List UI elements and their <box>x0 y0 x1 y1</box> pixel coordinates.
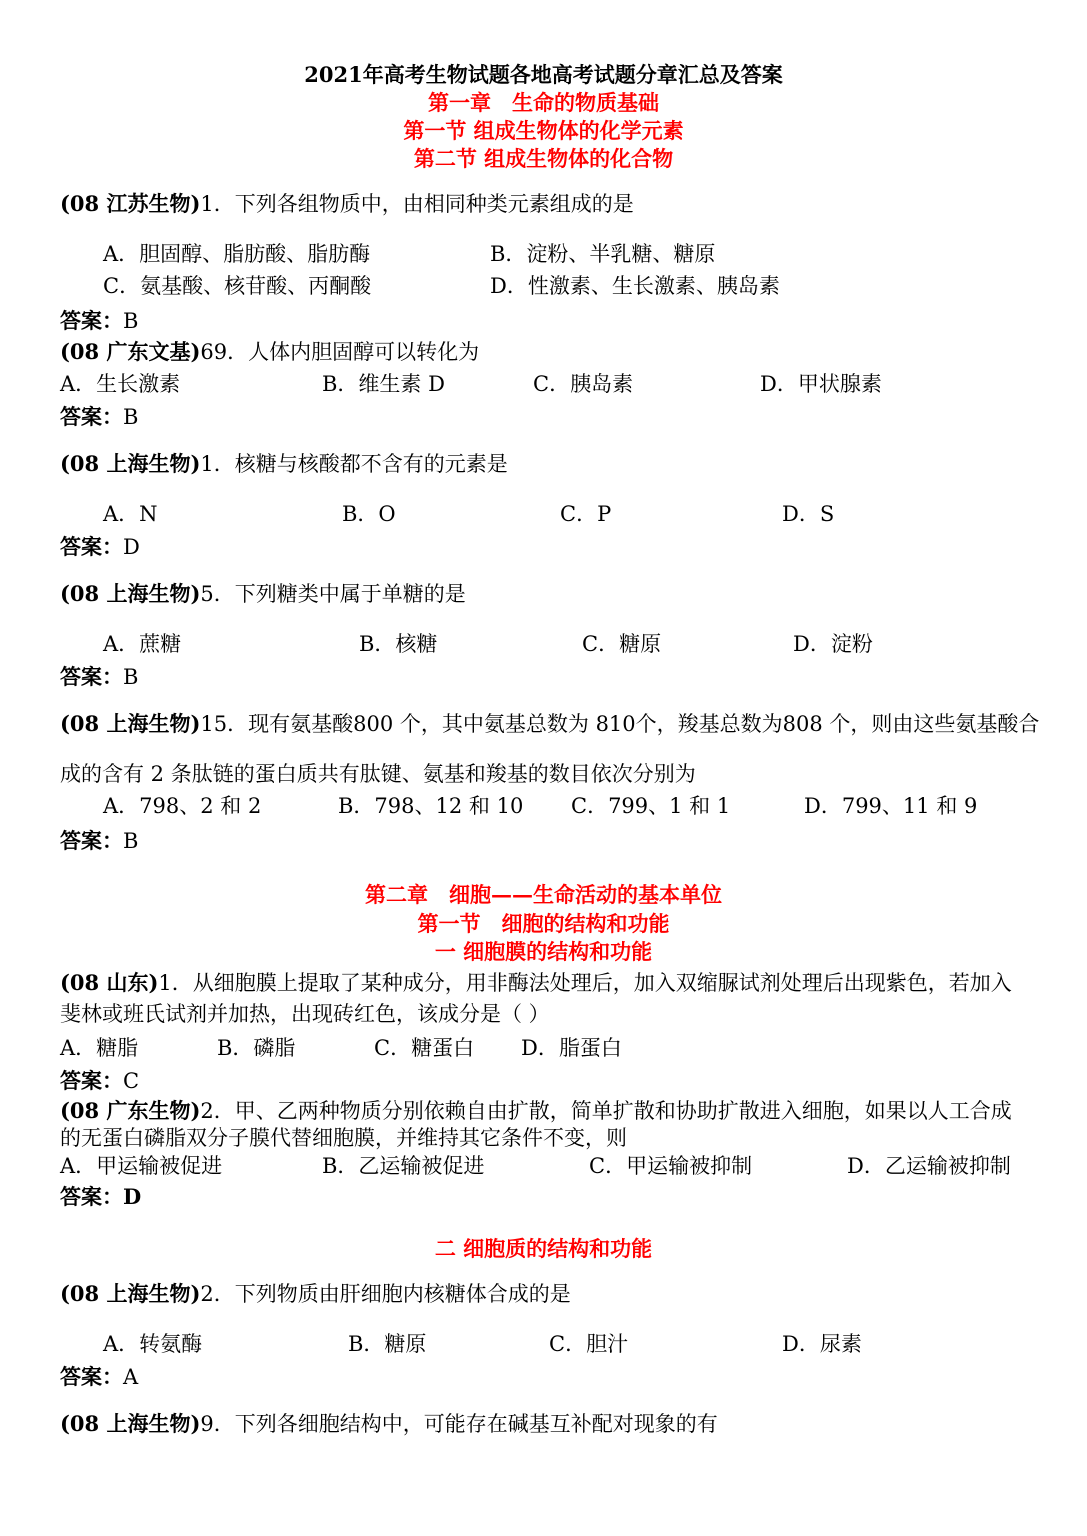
question-stem-continued: 成的含有 2 条肽链的蛋白质共有肽键、氨基和羧基的数目依次分别为 <box>60 762 696 786</box>
answer-label: 答案： <box>60 1068 123 1093</box>
option-d: D．尿素 <box>782 1332 862 1356</box>
option-b: B．O <box>342 502 396 526</box>
option-a: A．生长激素 <box>60 372 181 396</box>
option-a: A．蔗糖 <box>103 632 182 656</box>
option-c: C．P <box>560 502 612 526</box>
option-d: D．799、11 和 9 <box>804 794 978 818</box>
option-d: D．淀粉 <box>793 632 873 656</box>
question-stem: 2．甲、乙两种物质分别依赖自由扩散，简单扩散和协助扩散进入细胞，如果以人工合成 <box>200 1099 1012 1123</box>
option-c: C．甲运输被抑制 <box>589 1154 753 1178</box>
chapter-2-section-1-heading: 第一节 细胞的结构和功能 <box>417 911 670 936</box>
option-b: B．淀粉、半乳糖、糖原 <box>490 242 716 266</box>
answer-line <box>60 830 138 852</box>
answer-value: C <box>123 1069 140 1093</box>
question-9 <box>60 1413 718 1435</box>
option-c: C．799、1 和 1 <box>571 794 731 818</box>
question-2 <box>60 341 479 363</box>
option-b: B．糖原 <box>348 1332 427 1356</box>
answer-label: 答案： <box>60 828 123 853</box>
question-7 <box>60 1100 1012 1122</box>
answer-label: 答案： <box>60 404 123 429</box>
question-source: (08 上海生物) <box>60 711 201 736</box>
answer-line <box>60 406 138 428</box>
answer-value: D <box>123 1184 142 1209</box>
option-d: D．甲状腺素 <box>760 372 882 396</box>
question-stem: 2．下列物质由肝细胞内核糖体合成的是 <box>200 1282 571 1306</box>
question-stem: 5．下列糖类中属于单糖的是 <box>200 582 466 606</box>
option-a: A．转氨酶 <box>103 1332 203 1356</box>
question-source: (08 上海生物) <box>60 1281 201 1306</box>
option-c: C．胰岛素 <box>533 372 634 396</box>
question-stem: 69．人体内胆固醇可以转化为 <box>200 340 480 364</box>
question-source: (08 山东) <box>60 970 159 995</box>
option-b: B．乙运输被促进 <box>322 1154 485 1178</box>
chapter-1-heading: 第一章 生命的物质基础 <box>428 90 659 115</box>
question-stem: 1．从细胞膜上提取了某种成分，用非酶法处理后，加入双缩脲试剂处理后出现紫色，若加入 <box>158 971 1012 995</box>
question-8 <box>60 1283 571 1305</box>
question-stem-continued: 斐林或班氏试剂并加热，出现砖红色，该成分是（ ） <box>60 1002 550 1026</box>
question-stem: 1．下列各组物质中，由相同种类元素组成的是 <box>200 192 634 216</box>
question-source: (08 广东文基) <box>60 339 201 364</box>
question-1 <box>60 193 634 215</box>
answer-value: B <box>123 405 139 429</box>
answer-value: D <box>123 535 140 559</box>
section-1-heading: 第一节 组成生物体的化学元素 <box>403 118 684 143</box>
answer-label: 答案： <box>60 308 123 333</box>
section-2-heading: 第二节 组成生物体的化合物 <box>413 146 674 171</box>
answer-line <box>60 1070 139 1092</box>
option-a: A．胆固醇、脂肪酸、脂肪酶 <box>103 242 371 266</box>
answer-label: 答案： <box>60 534 123 559</box>
question-5 <box>60 713 1039 735</box>
question-stem: 15．现有氨基酸800 个，其中氨基总数为 810个，羧基总数为808 个，则由这些氨基酸合 <box>200 712 1040 736</box>
question-source: (08 上海生物) <box>60 581 201 606</box>
answer-line <box>60 666 138 688</box>
answer-label: 答案： <box>60 1184 123 1209</box>
subsection-1-heading: 一 细胞膜的结构和功能 <box>434 939 653 964</box>
option-a: A．N <box>103 502 158 526</box>
answer-value: B <box>123 665 139 689</box>
question-3 <box>60 453 508 475</box>
answer-value: B <box>123 309 139 333</box>
document-title: 2021年高考生物试题各地高考试题分章汇总及答案 <box>304 62 783 87</box>
answer-value: A <box>123 1365 139 1389</box>
answer-value: B <box>123 829 139 853</box>
option-c: C．胆汁 <box>549 1332 629 1356</box>
option-b: B．798、12 和 10 <box>338 794 524 818</box>
option-c: C．糖蛋白 <box>374 1036 475 1060</box>
option-d: D．S <box>782 502 835 526</box>
option-b: B．维生素 D <box>322 372 445 396</box>
option-d: D．乙运输被抑制 <box>847 1154 1011 1178</box>
answer-label: 答案： <box>60 1364 123 1389</box>
answer-line <box>60 1186 141 1207</box>
question-source: (08 上海生物) <box>60 451 201 476</box>
option-d: D．脂蛋白 <box>521 1036 622 1060</box>
question-stem-continued: 的无蛋白磷脂双分子膜代替细胞膜，并维持其它条件不变，则 <box>60 1126 627 1150</box>
option-b: B．磷脂 <box>217 1036 296 1060</box>
answer-label: 答案： <box>60 664 123 689</box>
question-stem: 1．核糖与核酸都不含有的元素是 <box>200 452 508 476</box>
option-a: A．糖脂 <box>60 1036 139 1060</box>
option-a: A．798、2 和 2 <box>103 794 262 818</box>
answer-line <box>60 1366 138 1388</box>
option-b: B．核糖 <box>359 632 438 656</box>
question-source: (08 上海生物) <box>60 1411 201 1436</box>
option-c: C．糖原 <box>582 632 662 656</box>
subsection-2-heading: 二 细胞质的结构和功能 <box>434 1236 653 1261</box>
question-4 <box>60 583 466 605</box>
question-source: (08 江苏生物) <box>60 191 201 216</box>
chapter-2-heading: 第二章 细胞——生命活动的基本单位 <box>365 882 722 907</box>
option-d: D．性激素、生长激素、胰岛素 <box>490 274 780 298</box>
option-c: C．氨基酸、核苷酸、丙酮酸 <box>103 274 372 298</box>
answer-line <box>60 310 138 332</box>
question-source: (08 广东生物) <box>60 1098 201 1123</box>
answer-line <box>60 536 140 558</box>
question-6 <box>60 972 1012 994</box>
question-stem: 9．下列各细胞结构中，可能存在碱基互补配对现象的有 <box>200 1412 718 1436</box>
option-a: A．甲运输被促进 <box>60 1154 223 1178</box>
